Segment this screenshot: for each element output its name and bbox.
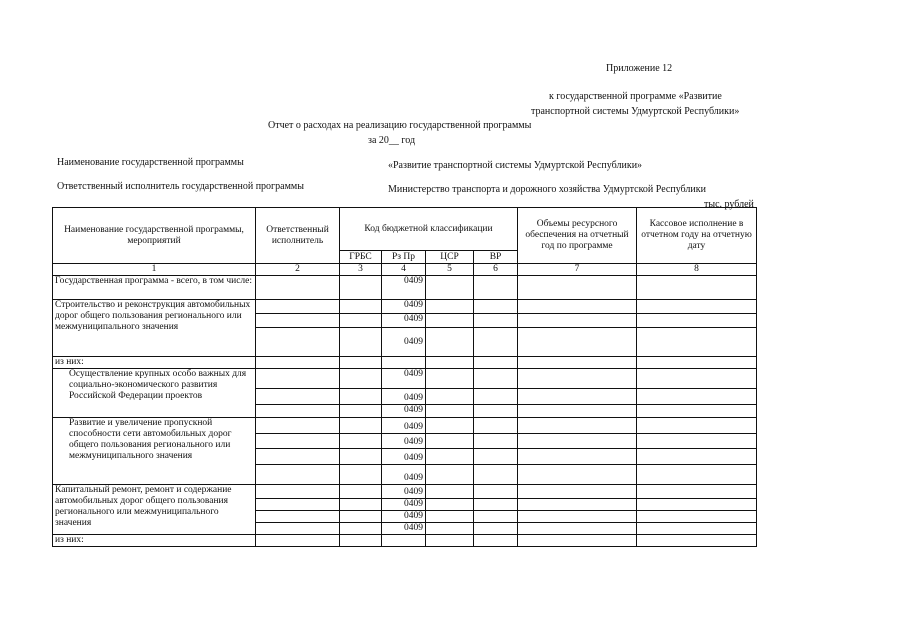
col-header-executor: Ответственный исполнитель [256,208,340,264]
executor-value: Министерство транспорта и дорожного хозяйства Удмуртской Республики [388,184,706,195]
rzpr-cell: 0409 [382,449,426,465]
rzpr-cell: 0409 [382,276,426,300]
rzpr-cell: 0409 [382,314,426,328]
column-number: 6 [474,264,518,276]
column-number: 5 [426,264,474,276]
col-header-planned: Объемы ресурсного обеспечения на отчетный год по программе [518,208,637,264]
row-name-total: Государственная программа - всего, в том числе: [53,276,256,300]
table-row [53,276,757,300]
rzpr-cell: 0409 [382,405,426,418]
report-title: Отчет о расходах на реализацию государственной программы [268,120,532,131]
row-name-of-which: из них: [53,535,256,547]
column-number: 3 [340,264,382,276]
column-number: 4 [382,264,426,276]
row-name-construction: Строительство и реконструкция автомобильных дорог общего пользования регионального или межмуниципального значения [53,300,256,357]
table-row [53,300,757,314]
table-row [53,418,757,434]
col-header-cash: Кассовое исполнение в отчетном году на отчетную дату [637,208,757,264]
table-row [53,535,757,547]
table-row [53,369,757,389]
row-name-of-which: из них: [53,357,256,369]
rzpr-cell: 0409 [382,300,426,314]
column-number-row [53,264,757,276]
col-header-name: Наименование государственной программы, мероприятий [53,208,256,264]
table-row [53,357,757,369]
program-reference-line1: к государственной программе «Развитие [549,91,722,102]
rzpr-cell: 0409 [382,523,426,535]
rzpr-cell: 0409 [382,511,426,523]
rzpr-cell: 0409 [382,369,426,389]
rzpr-cell: 0409 [382,499,426,511]
rzpr-cell: 0409 [382,465,426,485]
rzpr-cell: 0409 [382,485,426,499]
program-name-value: «Развитие транспортной системы Удмуртской Республики» [388,160,643,171]
col-header-csr: ЦСР [426,251,474,264]
appendix-label: Приложение 12 [606,63,673,74]
row-name-repair: Капитальный ремонт, ремонт и содержание автомобильных дорог общего пользования регионального или межмуниципального значения [53,485,256,535]
report-table [52,207,757,547]
column-number: 2 [256,264,340,276]
rzpr-cell: 0409 [382,389,426,405]
units-label: тыс. рублей [704,199,754,210]
rzpr-cell: 0409 [382,418,426,434]
table-row [53,485,757,499]
report-period: за 20__ год [368,135,416,146]
col-header-budget-code: Код бюджетной классификации [340,208,518,251]
column-number: 8 [637,264,757,276]
executor-label: Ответственный исполнитель государственной программы [57,181,304,192]
column-number: 1 [53,264,256,276]
column-number: 7 [518,264,637,276]
rzpr-cell: 0409 [382,434,426,449]
header-row [53,208,757,251]
row-name-major-projects: Осуществление крупных особо важных для социально-экономического развития Российской Федерации проектов [53,369,256,418]
col-header-grbs: ГРБС [340,251,382,264]
program-reference-line2: транспортной системы Удмуртской Республики» [531,106,740,117]
col-header-vr: ВР [474,251,518,264]
row-name-capacity: Развитие и увеличение пропускной способности сети автомобильных дорог общего пользования регионального или межмуниципального значения [53,418,256,485]
rzpr-cell: 0409 [382,328,426,357]
program-name-label: Наименование государственной программы [57,157,244,168]
col-header-rzpr: Рз Пр [382,251,426,264]
